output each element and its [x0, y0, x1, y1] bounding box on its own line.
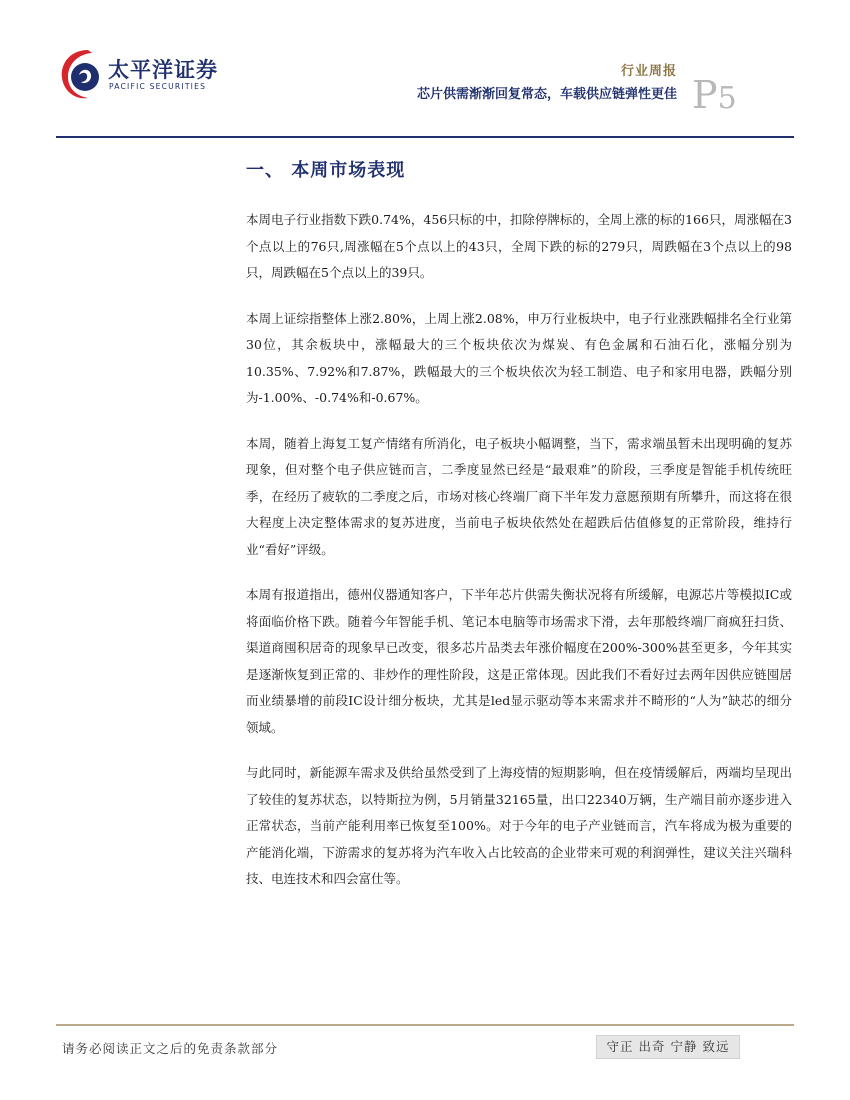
- logo-name-cn: 太平洋证券: [108, 58, 218, 82]
- paragraph-2: 本周上证综指整体上涨2.80%，上周上涨2.08%，申万行业板块中，电子行业涨跌幅排名全行业第30位，其余板块中，涨幅最大的三个板块依次为煤炭、有色金属和石油石化，涨幅分别为10.35%、7.92%和7.87%，跌幅最大的三个板块依次为轻工制造、电子和家用电器，跌幅分别为-1.00%、-0.74%和-0.67%。: [246, 310, 792, 405]
- pacific-securities-logo-icon: [58, 44, 106, 104]
- page-number: [692, 73, 737, 117]
- company-logo: [58, 44, 228, 104]
- page-letter: P: [692, 73, 718, 117]
- logo-name-en: PACIFIC SECURITIES: [109, 82, 207, 91]
- paragraph-1: 本周电子行业指数下跌0.74%，456只标的中，扣除停牌标的，全周上涨的标的166只，周涨幅在3个点以上的76只,周涨幅在5个点以上的43只，全周下跌的标的279只，周跌幅在3个点以上的98只，周跌幅在5个点以上的39只。: [246, 212, 792, 280]
- paragraph-5: 与此同时，新能源车需求及供给虽然受到了上海疫情的短期影响，但在疫情缓解后，两端均呈现出了较佳的复苏状态，以特斯拉为例，5月销量32165量，出口22340万辆，生产端目前亦逐步进入正常状态，当前产能利用率已恢复至100%。对于今年的电子产业链而言，汽车将成为极为重要的产能消化端，下游需求的复苏将为汽车收入占比较高的企业带来可观的利润弹性，建议关注兴瑞科技、电连技术和四会富仕等。: [246, 765, 792, 886]
- report-subtitle: 芯片供需渐渐回复常态，车载供应链弹性更佳: [416, 87, 677, 102]
- paragraph-4: 本周有报道指出，德州仪器通知客户，下半年芯片供需失衡状况将有所缓解，电源芯片等模拟IC或将面临价格下跌。随着今年智能手机、笔记本电脑等市场需求下滑，去年那般终端厂商疯狂扫货、渠道商囤积居奇的现象早已改变，很多芯片品类去年涨价幅度在200%-300%甚至更多，今年其实是逐渐恢复到正常的、非炒作的理性阶段，这是正常体现。因此我们不看好过去两年因供应链囤居而业绩暴增的前段IC设计细分板块，尤其是led显示驱动等本来需求并不畸形的“人为”缺芯的细分领域。: [246, 587, 792, 735]
- section-title: 一、 本周市场表现: [246, 160, 406, 181]
- page-number-value: 5: [717, 81, 737, 116]
- body-text: [246, 207, 792, 912]
- paragraph-3: 本周，随着上海复工复产情绪有所消化，电子板块小幅调整，当下，需求端虽暂未出现明确的复苏现象，但对整个电子供应链而言，二季度显然已经是“最艰难”的阶段，三季度是智能手机传统旺季，在经历了疲软的二季度之后，市场对核心终端厂商下半年发力意愿预期有所攀升，而这将在很大程度上决定整体需求的复苏进度，当前电子板块依然处在超跌后估值修复的正常阶段，维持行业“看好”评级。: [246, 435, 792, 557]
- report-kind: 行业周报: [620, 64, 677, 79]
- header-divider: [56, 136, 794, 138]
- report-header: [417, 60, 677, 102]
- footer-divider: [56, 1024, 794, 1026]
- disclaimer-note: 请务必阅读正文之后的免责条款部分: [62, 1041, 279, 1056]
- company-motto: 守正 出奇 宁静 致远: [596, 1035, 740, 1059]
